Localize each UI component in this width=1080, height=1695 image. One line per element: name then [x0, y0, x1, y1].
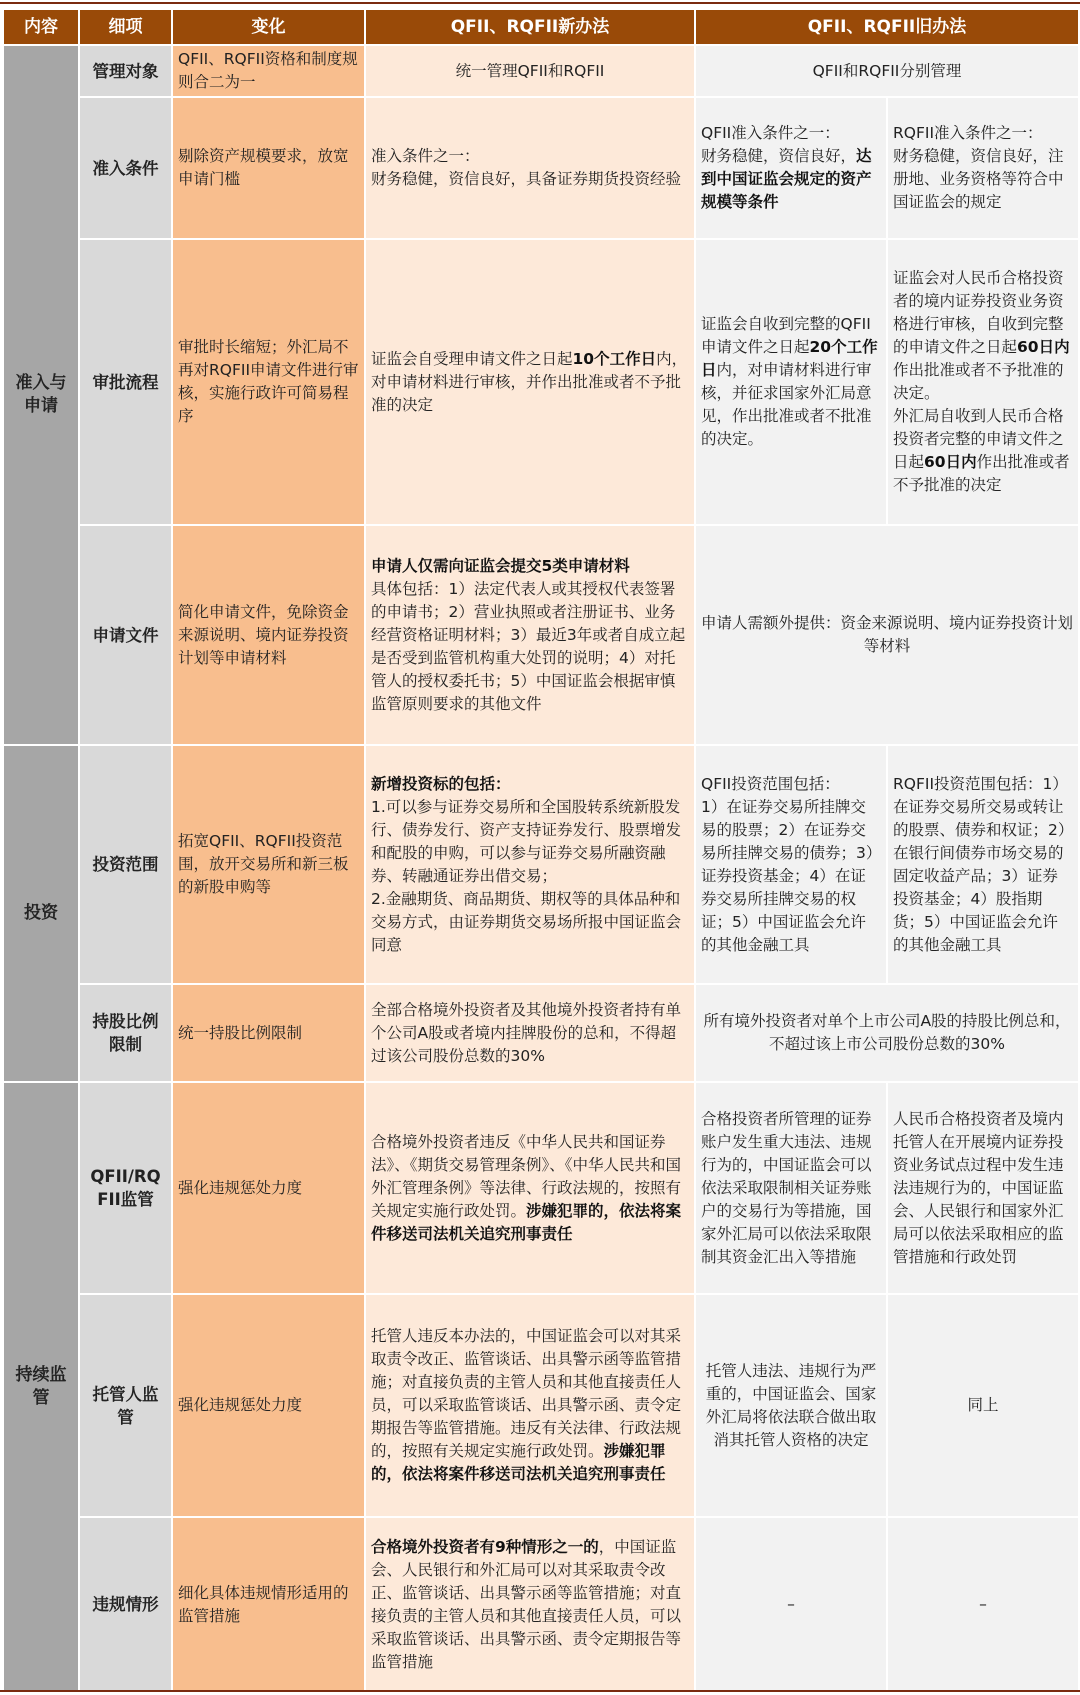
bold-text: 申请人仅需向证监会提交5类申请材料 — [371, 556, 630, 575]
new-rule-cell — [365, 1517, 695, 1692]
text-segment: 统一管理QFII和RQFII — [455, 61, 605, 80]
table-row — [3, 45, 1079, 97]
bold-text: 新增投资标的包括： — [371, 774, 511, 793]
bottom-rule — [0, 1690, 1080, 1692]
table-row — [3, 1517, 1079, 1692]
old-rqfii-cell — [887, 1294, 1079, 1517]
change-cell — [172, 745, 365, 984]
text-segment: 具体包括：1）法定代表人或其授权代表签署的申请书；2）营业执照或者注册证书、业务经营资格证明材料；3）最近3年或者自成立起是否受到监管机构重大处罚的说明；4）对托管人的授权委托书；5）中国证监会根据审慎监管原则要求的其他文件 — [371, 579, 686, 713]
text-segment: 证监会自受理申请文件之日起 — [371, 349, 573, 368]
group-label: 投资 — [3, 745, 79, 1082]
old-rqfii-cell — [887, 745, 1079, 984]
text-segment: 1）在证券交易所挂牌交易的股票；2）在证券交易所挂牌交易的债券；3）证券投资基金；4）在证券交易所挂牌交易的权证；5）中国证监会允许的其他金融工具 — [701, 797, 874, 954]
old-rqfii-cell — [887, 239, 1079, 525]
text-segment: 财务稳健，资信良好， — [701, 147, 857, 165]
item-label: 投资范围 — [79, 745, 172, 984]
old-rule-cell — [695, 525, 1079, 745]
old-qfii-cell — [695, 97, 887, 239]
bold-text: 达到中国证监会规定的资产规模等条件 — [701, 147, 872, 211]
text-segment: 简化申请文件，免除资金来源说明、境内证券投资计划等申请材料 — [178, 602, 349, 667]
table-row — [3, 97, 1079, 239]
text-segment: QFII投资范围包括： — [701, 774, 840, 793]
text-segment: 内，对申请材料进行审核，并征求国家外汇局意见，作出批准或者不批准的决定。 — [701, 361, 872, 448]
text-segment: 人民币合格投资者及境内托管人在开展境内证券投资业务试点过程中发生违法违规行为的，中国证监会、人民银行和国家外汇局可以依法采取相应的监管措施和行政处罚 — [893, 1109, 1064, 1266]
table-row — [3, 239, 1079, 525]
item-label: QFII/RQFII监管 — [79, 1082, 172, 1294]
text-segment: 证监会对人民币合格投资者的境内证券投资业务资格进行审核，自收到完整的申请文件之日起 — [893, 269, 1064, 356]
text-segment: 外汇局自收到人民币合格投资者完整的申请文件之日起 — [893, 407, 1064, 471]
text-segment: 1.可以参与证券交易所和全国股转系统新股发行、债券发行、资产支持证券发行、股票增发和配股的申购，可以参与证券交易所融资融券、转融通证券出借交易； — [371, 797, 682, 885]
text-segment: ，中国证监会、人民银行和外汇局可以对其采取责令改正、监管谈话、出具警示函等监管措施；对直接负责的主管人员和其他直接责任人员，可以采取监管谈话、出具警示函、责令定期报告等监管措施 — [371, 1537, 682, 1671]
change-cell — [172, 1294, 365, 1517]
header-content: 内容 — [3, 9, 79, 45]
text-segment: 2.金融期货、商品期货、期权等的具体品种和交易方式，由证券期货交易场所报中国证监会同意 — [371, 889, 682, 954]
table-row — [3, 1294, 1079, 1517]
old-qfii-cell — [695, 1294, 887, 1517]
text-segment: 统一持股比例限制 — [178, 1023, 303, 1042]
text-segment: 细化具体违规情形适用的监管措施 — [178, 1583, 349, 1625]
text-segment: 申请人需额外提供：资金来源说明、境内证券投资计划等材料 — [701, 614, 1074, 655]
text-segment: QFII、RQFII资格和制度规则合二为一 — [178, 50, 358, 91]
header-new-rules: QFII、RQFII新办法 — [365, 9, 695, 45]
old-rqfii-cell — [887, 97, 1079, 239]
text-segment: 强化违规惩处力度 — [178, 1178, 303, 1197]
old-qfii-cell — [695, 239, 887, 525]
text-segment: 内，对申请材料进行审核，并作出批准或者不予批准的决定 — [371, 349, 688, 414]
group-label: 准入与申请 — [3, 45, 79, 745]
text-segment: 全部合格境外投资者及其他境外投资者持有单个公司A股或者境内挂牌股份的总和，不得超过该公司股份总数的30% — [371, 1000, 682, 1065]
new-rule-cell — [365, 984, 695, 1082]
old-qfii-cell — [695, 1082, 887, 1294]
text-segment: 财务稳健，资信良好，具备证券期货投资经验 — [371, 170, 682, 188]
text-segment: 强化违规惩处力度 — [178, 1396, 303, 1414]
text-segment: 审批时长缩短；外汇局不再对RQFII申请文件进行审核，实施行政许可简易程序 — [178, 338, 359, 425]
old-qfii-cell — [695, 1517, 887, 1692]
text-segment: QFII准入条件之一： — [701, 124, 840, 142]
header-item: 细项 — [79, 9, 172, 45]
old-qfii-cell — [695, 745, 887, 984]
text-segment: 托管人违法、违规行为严重的，中国证监会、国家外汇局将依法联合做出取消其托管人资格的决定 — [705, 1361, 877, 1449]
change-cell — [172, 525, 365, 745]
bold-text: 合格境外投资者有9种情形之一的 — [371, 1537, 599, 1556]
header-change: 变化 — [172, 9, 365, 45]
table-row — [3, 745, 1079, 984]
old-rule-cell — [695, 45, 1079, 97]
item-label: 审批流程 — [79, 239, 172, 525]
text-segment: 作出批准或者不予批准的决定 — [893, 453, 1070, 494]
text-segment: 同上 — [967, 1396, 999, 1414]
new-rule-cell — [365, 239, 695, 525]
text-segment: 托管人违反本办法的，中国证监会可以对其采取责令改正、监管谈话、出具警示函等监管措施；对直接负责的主管人员和其他直接责任人员，可以采取监管谈话、出具警示函、责令定期报告等监管措施。违反有关法律、行政法规的，按照有关规定实施行政处罚。 — [371, 1327, 682, 1460]
group-label: 持续监管 — [3, 1082, 79, 1692]
new-rule-cell — [365, 1082, 695, 1294]
new-rule-cell — [365, 745, 695, 984]
new-rule-cell — [365, 97, 695, 239]
item-label: 准入条件 — [79, 97, 172, 239]
bold-text: 60日内 — [1017, 338, 1070, 356]
text-segment: – — [787, 1595, 795, 1613]
text-segment: 所有境外投资者对单个上市公司A股的持股比例总和，不超过该上市公司股份总数的30% — [703, 1012, 1071, 1053]
bold-text: 涉嫌犯罪的，依法将案件移送司法机关追究刑事责任 — [371, 1442, 666, 1483]
new-rule-cell — [365, 45, 695, 97]
text-segment: 财务稳健，资信良好，注册地、业务资格等符合中国证监会的规定 — [893, 147, 1064, 211]
table-row — [3, 525, 1079, 745]
header-old-rules: QFII、RQFII旧办法 — [695, 9, 1079, 45]
item-label: 管理对象 — [79, 45, 172, 97]
item-label: 申请文件 — [79, 525, 172, 745]
text-segment: 作出批准或者不予批准的决定。 — [893, 361, 1064, 402]
bold-text: 10个工作日 — [572, 349, 657, 368]
new-rule-cell — [365, 1294, 695, 1517]
change-cell — [172, 984, 365, 1082]
text-segment: 合格投资者所管理的证券账户发生重大违法、违规行为的，中国证监会可以依法采取限制相关证券账户的交易行为等措施，国家外汇局可以依法采取限制其资金汇出入等措施 — [701, 1109, 872, 1266]
text-segment: 证监会自收到完整的QFII申请文件之日起 — [701, 315, 871, 356]
top-rule — [0, 2, 1080, 4]
text-segment: 准入条件之一： — [371, 147, 480, 165]
old-rqfii-cell — [887, 1517, 1079, 1692]
table-row — [3, 984, 1079, 1082]
bold-text: 涉嫌犯罪的，依法将案件移送司法机关追究刑事责任 — [371, 1201, 682, 1243]
change-cell — [172, 239, 365, 525]
old-rule-cell — [695, 984, 1079, 1082]
old-rqfii-cell — [887, 1082, 1079, 1294]
bold-text: 60日内 — [924, 453, 977, 471]
text-segment: 剔除资产规模要求，放宽申请门槛 — [178, 147, 349, 188]
text-segment: 拓宽QFII、RQFII投资范围，放开交易所和新三板的新股申购等 — [178, 832, 349, 896]
change-cell — [172, 1517, 365, 1692]
table-row — [3, 1082, 1079, 1294]
text-segment: RQFII准入条件之一： — [893, 124, 1043, 142]
change-cell — [172, 45, 365, 97]
comparison-table — [2, 8, 1080, 1693]
bold-text: 20个工作日 — [701, 338, 878, 379]
text-segment: – — [979, 1595, 987, 1613]
change-cell — [172, 97, 365, 239]
new-rule-cell — [365, 525, 695, 745]
item-label: 托管人监管 — [79, 1294, 172, 1517]
text-segment: RQFII投资范围包括：1）在证券交易所交易或转让的股票、债券和权证；2）在银行间债券市场交易的固定收益产品；3）证券投资基金；4）股指期货；5）中国证监会允许的其他金融工具 — [893, 774, 1068, 954]
text-segment: QFII和RQFII分别管理 — [812, 61, 962, 80]
item-label: 持股比例限制 — [79, 984, 172, 1082]
change-cell — [172, 1082, 365, 1294]
header-row — [3, 9, 1079, 45]
item-label: 违规情形 — [79, 1517, 172, 1692]
text-segment: 合格境外投资者违反《中华人民共和国证券法》、《期货交易管理条例》、《中华人民共和国外汇管理条例》等法律、行政法规的，按照有关规定实施行政处罚。 — [371, 1132, 682, 1220]
